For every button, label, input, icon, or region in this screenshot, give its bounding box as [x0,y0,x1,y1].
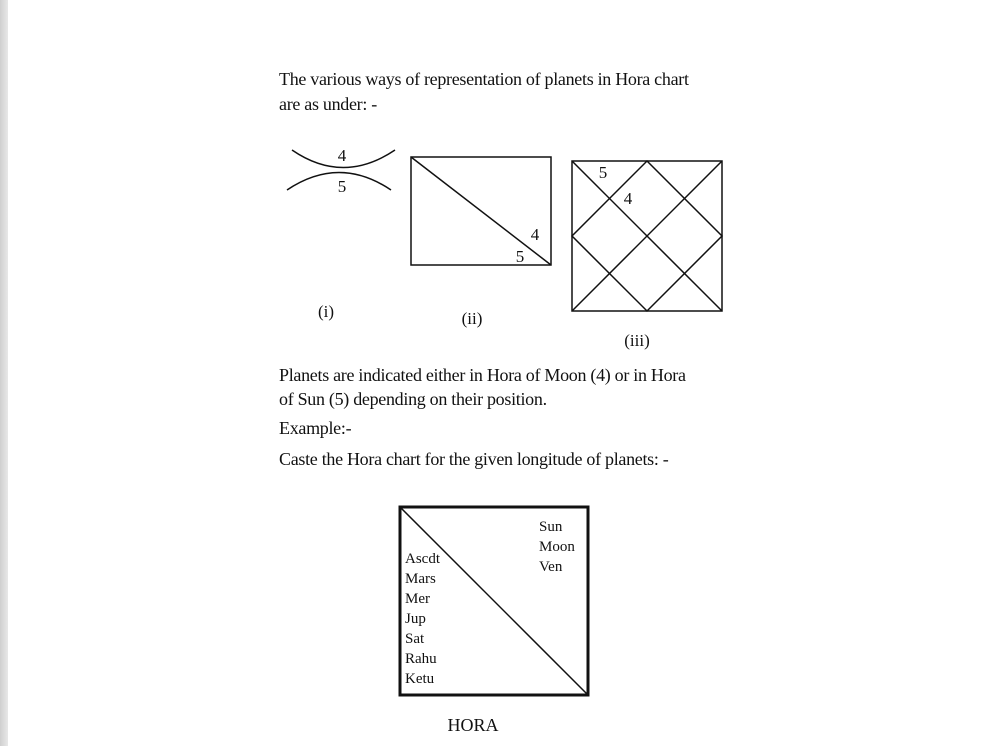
figure-ii [411,157,551,265]
fig1-num-4: 4 [337,146,347,165]
planet-rahu: Rahu [405,651,437,667]
fig2-num-5: 5 [515,247,525,266]
planet-sun: Sun [539,519,563,535]
planet-jup: Jup [405,611,426,627]
intro-line-1: The various ways of representation of planets in Hora chart [279,69,689,89]
planet-mer: Mer [405,591,430,607]
fig2-num-4: 4 [530,225,540,244]
hora-left-planets [405,551,441,687]
para1-line-2: of Sun (5) depending on their position. [279,389,547,409]
hora-right-planets [539,519,575,575]
intro-line-2: are as under: - [279,94,377,114]
figure-iii [572,161,722,311]
fig1-num-5: 5 [337,177,347,196]
hora-caption: HORA [447,715,499,735]
fig1-caption: (i) [317,302,335,321]
fig3-caption: (iii) [624,331,650,350]
planet-ven: Ven [539,559,563,575]
planet-ascdt: Ascdt [405,551,440,567]
fig2-caption: (ii) [461,309,483,328]
planet-moon: Moon [539,539,575,555]
fig3-num-5: 5 [598,163,608,182]
instruction: Caste the Hora chart for the given longitude of planets: - [279,449,669,469]
planet-sat: Sat [405,631,425,647]
para1-line-1: Planets are indicated either in Hora of Moon (4) or in Hora [279,365,686,385]
planet-ketu: Ketu [405,671,435,687]
fig3-num-4: 4 [623,189,633,208]
example-label: Example:- [279,418,352,438]
planet-mars: Mars [405,571,436,587]
